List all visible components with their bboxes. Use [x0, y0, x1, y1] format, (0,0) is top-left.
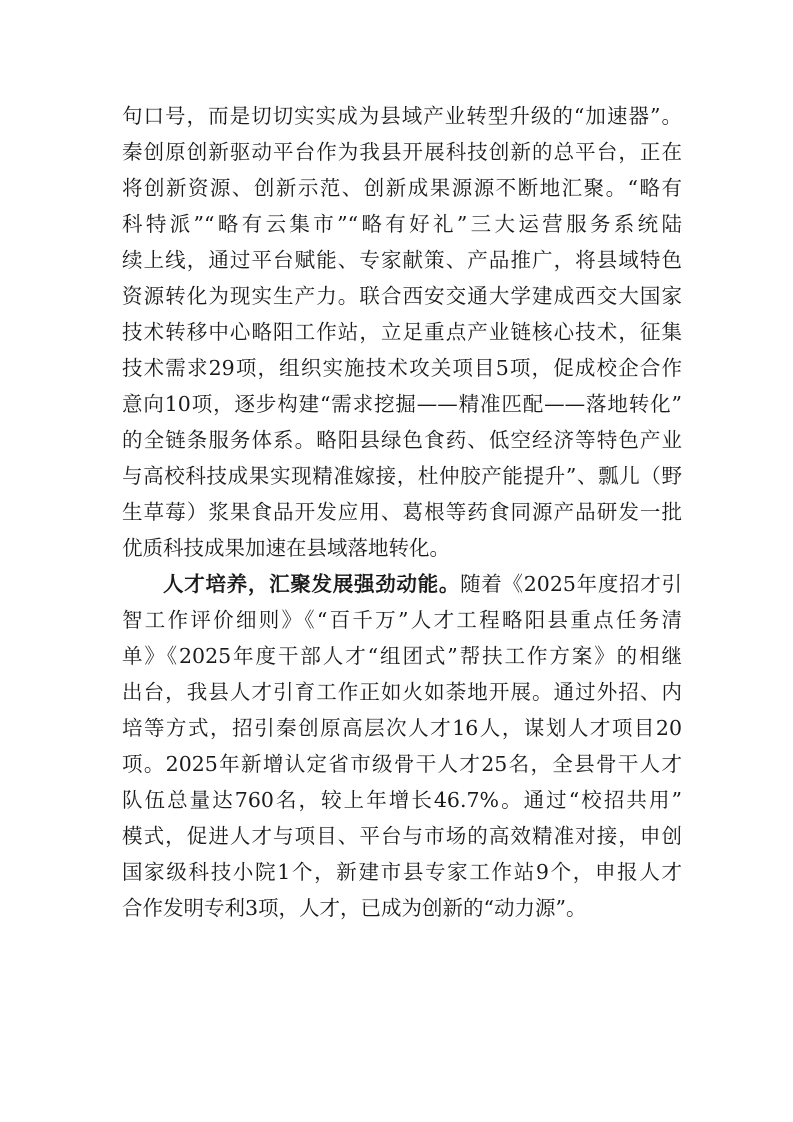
- paragraph-platform: [122, 98, 682, 566]
- text-line: 生草莓）浆果食品开发应用、葛根等药食同源产品研发一批: [122, 500, 682, 524]
- text-line: 技术需求29项，组织实施技术攻关项目5项，促成校企合作: [122, 356, 682, 380]
- text-line: 出台，我县人才引育工作正如火如荼地开展。通过外招、内: [122, 680, 682, 704]
- text-line: 优质科技成果加速在县域落地转化。: [122, 536, 450, 560]
- text-line: 单》《2025年度干部人才“组团式”帮扶工作方案》的相继: [122, 644, 682, 668]
- text-line: 智工作评价细则》《“百千万”人才工程略阳县重点任务清: [122, 608, 682, 632]
- document-body: [122, 98, 682, 926]
- paragraph-first-line: [122, 566, 682, 602]
- text-line: 意向10项，逐步构建“需求挖掘——精准匹配——落地转化”: [122, 392, 682, 416]
- text-line: 队伍总量达760名，较上年增长46.7%。通过“校招共用”: [122, 788, 682, 812]
- text-line: 秦创原创新驱动平台作为我县开展科技创新的总平台，正在: [122, 140, 682, 164]
- heading-continuation: 随着《2025年度招才引: [460, 572, 682, 596]
- text-line: 将创新资源、创新示范、创新成果源源不断地汇聚。“略有: [122, 176, 682, 200]
- text-line: 合作发明专利3项，人才，已成为创新的“动力源”。: [122, 896, 587, 920]
- text-line: 资源转化为现实生产力。联合西安交通大学建成西交大国家: [122, 284, 682, 308]
- text-line: 续上线，通过平台赋能、专家献策、产品推广，将县域特色: [122, 248, 682, 272]
- text-line: 模式，促进人才与项目、平台与市场的高效精准对接，申创: [122, 824, 682, 848]
- section-heading: 人才培养，汇聚发展强劲动能。: [163, 572, 461, 596]
- text-line: 技术转移中心略阳工作站，立足重点产业链核心技术，征集: [122, 320, 682, 344]
- text-line: 科特派”“略有云集市”“略有好礼”三大运营服务系统陆: [122, 212, 682, 236]
- text-line: 与高校科技成果实现精准嫁接，杜仲胶产能提升”、瓢儿（野: [122, 464, 682, 488]
- text-line: 的全链条服务体系。略阳县绿色食药、低空经济等特色产业: [122, 428, 682, 452]
- text-line: 培等方式，招引秦创原高层次人才16人，谋划人才项目20: [122, 716, 682, 740]
- paragraph-talent: [122, 566, 682, 926]
- text-line: 句口号，而是切切实实成为县域产业转型升级的“加速器”。: [122, 104, 682, 128]
- text-line: 国家级科技小院1个，新建市县专家工作站9个，申报人才: [122, 860, 682, 884]
- text-line: 项。2025年新增认定省市级骨干人才25名，全县骨干人才: [122, 752, 682, 776]
